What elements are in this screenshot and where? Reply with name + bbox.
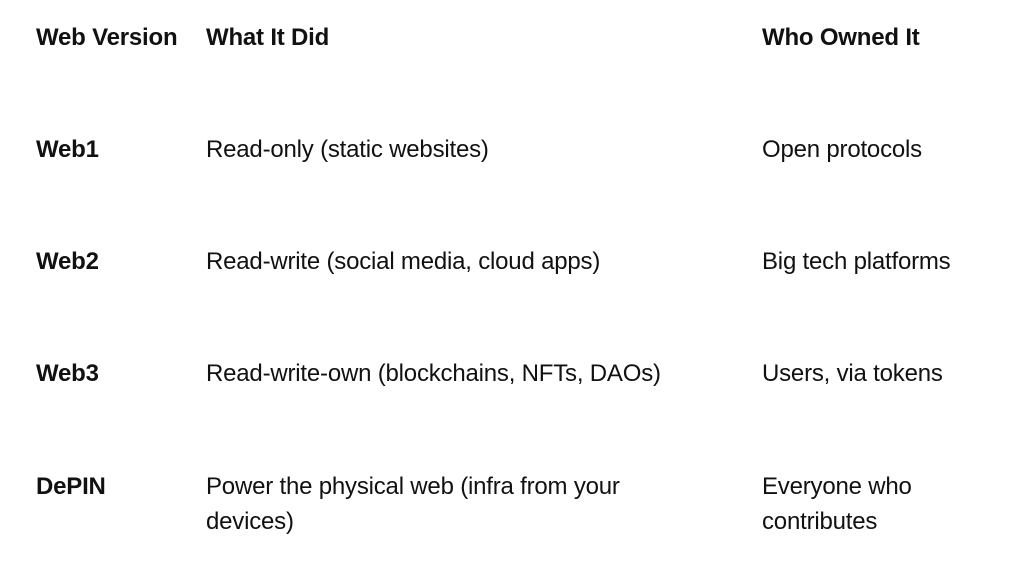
row-web1-what-it-did: Read-only (static websites): [206, 136, 489, 163]
row-depin-version: DePIN: [36, 473, 106, 500]
row-web1-version: Web1: [36, 136, 99, 163]
row-web2-version: Web2: [36, 248, 99, 275]
row-depin-who-owned-it: Everyone who contributes: [762, 473, 912, 535]
row-web2-what-it-did: Read-write (social media, cloud apps): [206, 248, 601, 275]
row-depin-what-it-did: Power the physical web (infra from your devices): [206, 473, 620, 535]
header-web-version: Web Version: [36, 24, 178, 51]
header-what-it-did: What It Did: [206, 24, 330, 51]
row-web3-version: Web3: [36, 360, 99, 387]
header-who-owned-it: Who Owned It: [762, 24, 920, 51]
row-web2-who-owned-it: Big tech platforms: [762, 248, 951, 275]
row-web3-what-it-did: Read-write-own (blockchains, NFTs, DAOs): [206, 360, 661, 387]
row-web1-who-owned-it: Open protocols: [762, 136, 922, 163]
row-web3-who-owned-it: Users, via tokens: [762, 360, 943, 387]
